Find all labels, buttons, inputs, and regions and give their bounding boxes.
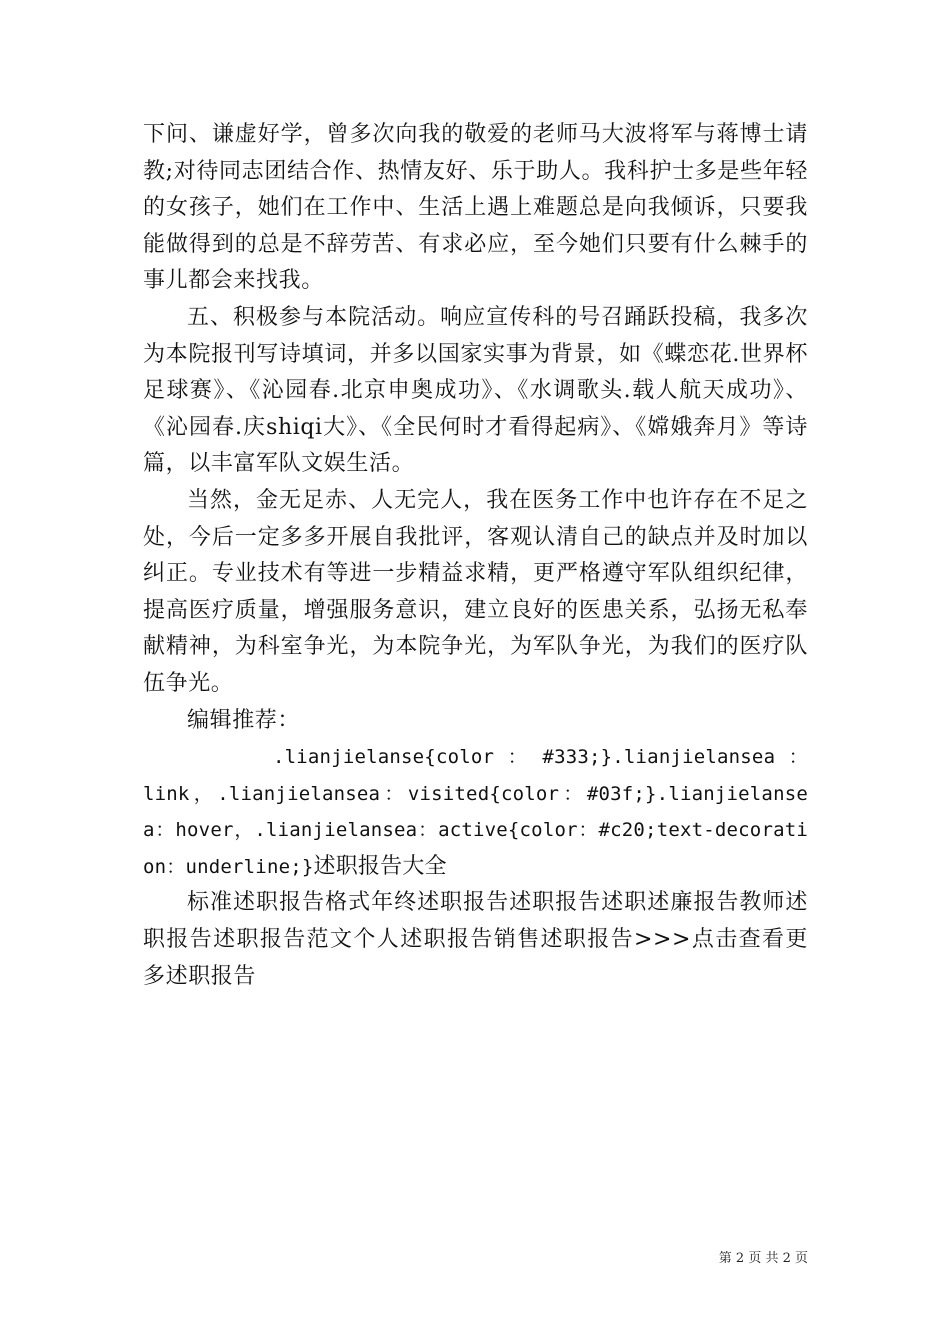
page-number: 第 2 页 共 2 页 [718,1251,808,1266]
paragraph-conclusion: 当然，金无足赤、人无完人，我在医务工作中也许存在不足之处，今后一定多多开展自我批评，客观认清自己的缺点并及时加以纠正。专业技术有等进一步精益求精，更严格遵守军队组织纪律，提高医疗质量，增强服务意识，建立良好的医患关系，弘扬无私奉献精神，为科室争光，为本院争光，为军队争光，为我们的医疗队伍争光。 [143,487,808,696]
paragraph-section-five: 五、积极参与本院活动。响应宣传科的号召踊跃投稿，我多次为本院报刊写诗填词，并多以国家实事为背景，如《蝶恋花.世界杯足球赛》、《沁园春.北京申奥成功》、《水调歌头.载人航天成功》、《沁园春.庆shiqi大》、《全民何时才看得起病》、《嫦娥奔月》等诗篇，以丰富军队文娱生活。 [143,304,808,477]
css-snippet-text: .lianjielanse{color ： #333;}.lianjielansea ：link，.lianjielansea：visited{color：#03f;}.lianjielansea：hover，.lianjielansea：active{color：#c20;text-decoration：underline;} [143,746,808,878]
document-body [143,117,808,995]
css-snippet-paragraph [143,739,808,885]
report-collection-link[interactable]: 述职报告大全 [313,853,447,879]
paragraph-continuation: 下问、谦虚好学，曾多次向我的敬爱的老师马大波将军与蒋博士请教;对待同志团结合作、热情友好、乐于助人。我科护士多是些年轻的女孩子，她们在工作中、生活上遇上难题总是向我倾诉，只要我能做得到的总是不辞劳苦、有求必应，至今她们只要有什么棘手的事儿都会来找我。 [143,122,808,294]
related-links-paragraph[interactable]: 标准述职报告格式年终述职报告述职报告述职述廉报告教师述职报告述职报告范文个人述职报告销售述职报告>>>点击查看更多述职报告 [143,890,808,989]
paragraph-editor-recommend: 编辑推荐： [187,707,301,733]
